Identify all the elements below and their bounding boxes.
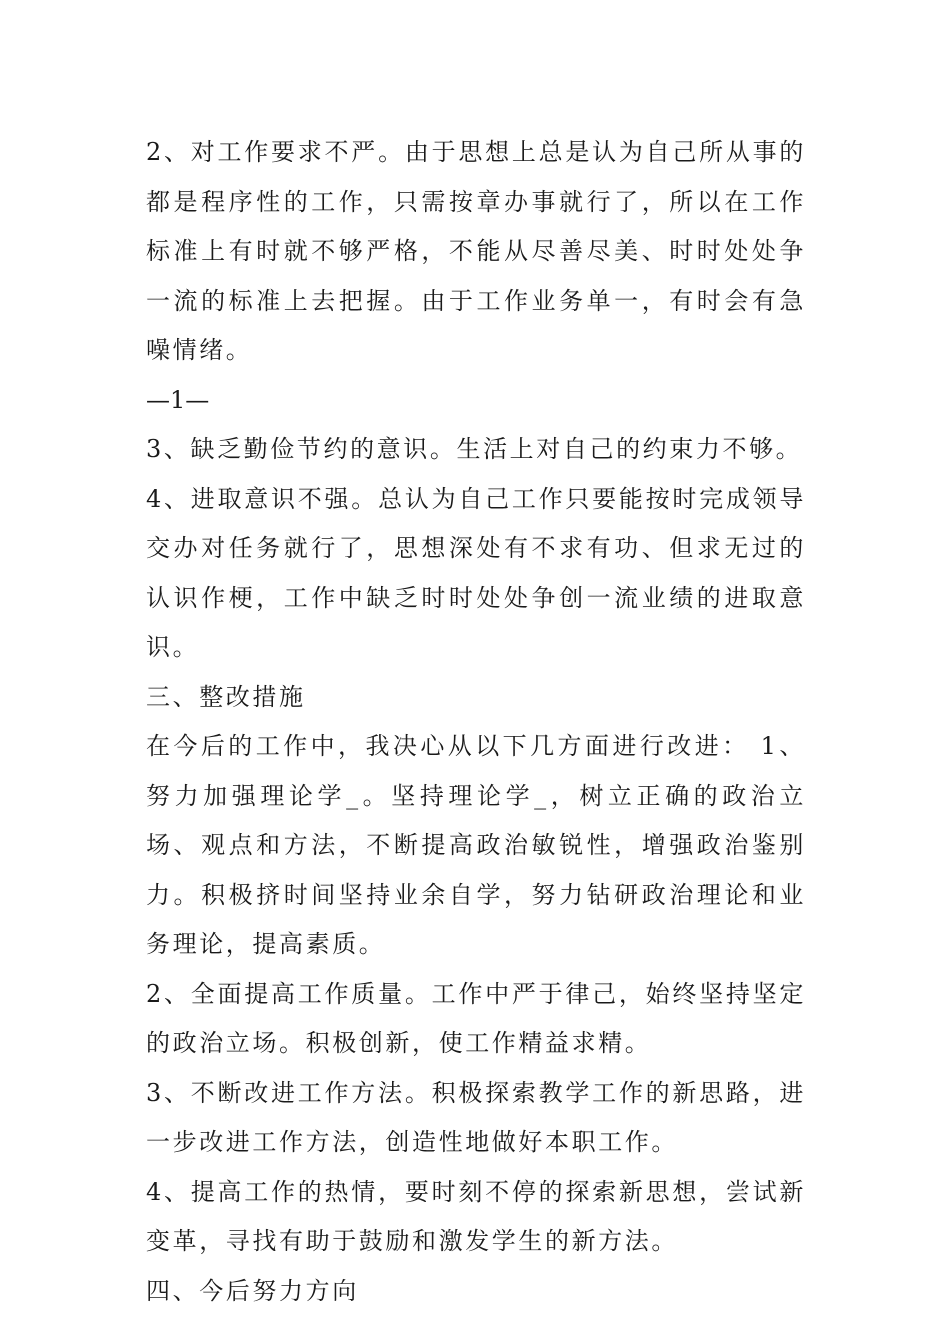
paragraph-frugality: 3、缺乏勤俭节约的意识。生活上对自己的约束力不够。 [146,435,803,463]
paragraph-theory-study: 在今后的工作中，我决心从以下几方面进行改进： 1、努力加强理论学_。坚持理论学_，树立正确的政治立场、观点和方法，不断提高政治敏锐性，增强政治鉴别力。积极挤时间坚持业余自学，努力钻研政治理论和业务理论，提高素质。 [146,732,806,958]
section-heading-future-direction: 四、今后努力方向 [146,1276,359,1305]
paragraph-work-methods: 3、不断改进工作方法。积极探索教学工作的新思路，进一步改进工作方法，创造性地做好本职工作。 [146,1078,806,1156]
page-number: —1— [146,385,210,414]
document-body [146,128,806,1316]
paragraph-work-quality: 2、全面提高工作质量。工作中严于律己，始终坚持坚定的政治立场。积极创新，使工作精益求精。 [146,979,806,1057]
paragraph-enthusiasm: 4、提高工作的热情，要时刻不停的探索新思想，尝试新变革，寻找有助于鼓励和激发学生的新方法。 [146,1177,806,1255]
paragraph-strictness: 2、对工作要求不严。由于思想上总是认为自己所从事的都是程序性的工作，只需按章办事就行了，所以在工作标准上有时就不够严格，不能从尽善尽美、时时处处争一流的标准上去把握。由于工作业务单一，有时会有急噪情绪。 [146,138,806,364]
paragraph-initiative: 4、进取意识不强。总认为自己工作只要能按时完成领导交办对任务就行了，思想深处有不求有功、但求无过的认识作梗，工作中缺乏时时处处争创一流业绩的进取意识。 [146,484,806,661]
section-heading-rectification: 三、整改措施 [146,682,306,711]
